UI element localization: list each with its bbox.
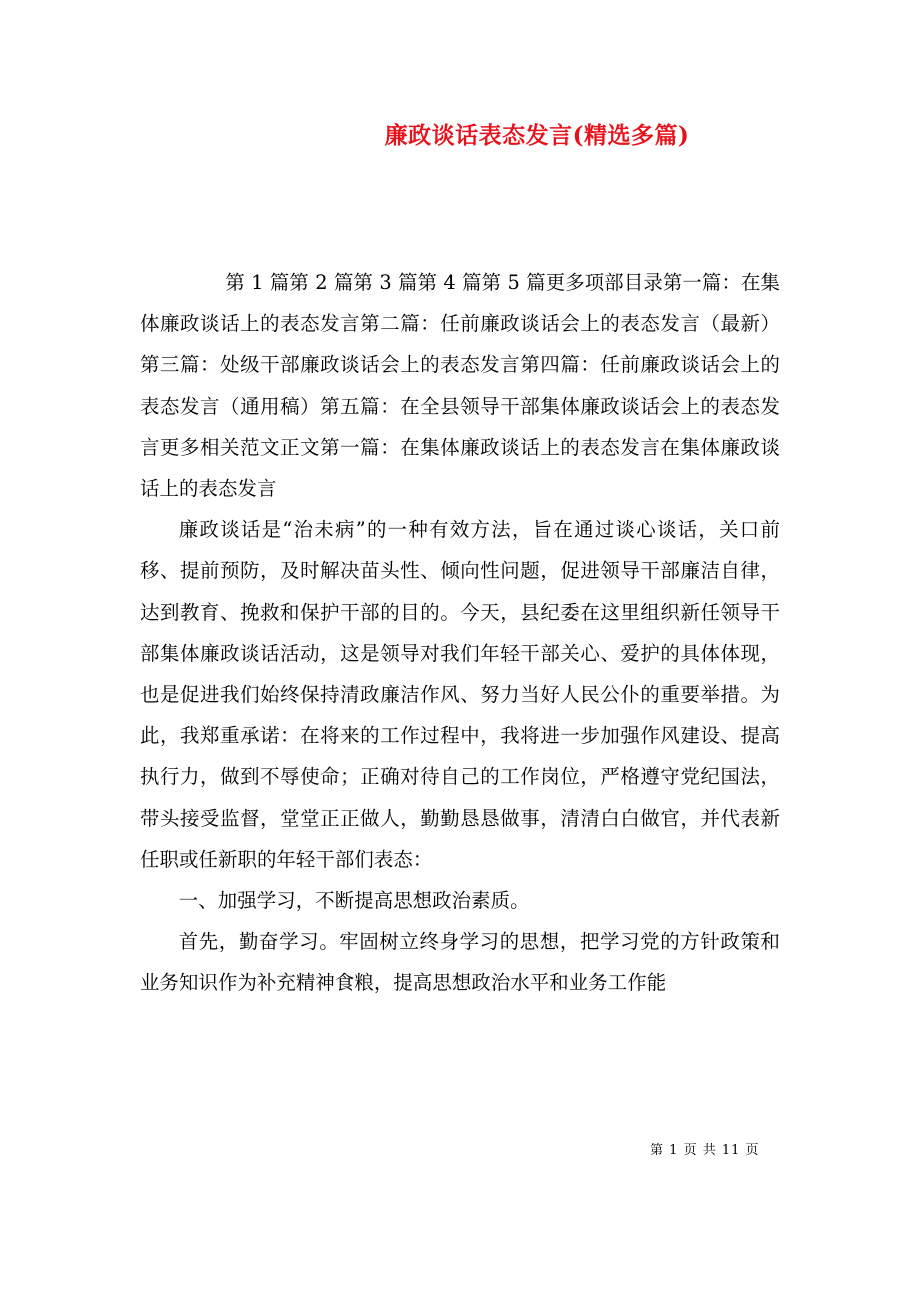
page-total: 11 [721,1143,741,1158]
document-body [140,262,780,1004]
table-of-contents-paragraph: 第 1 篇第 2 篇第 3 篇第 4 篇第 5 篇更多项部目录第一篇：在集体廉政谈话上的表态发言第二篇：任前廉政谈话会上的表态发言（最新）第三篇：处级干部廉政谈话会上的表态发言第四篇：任前廉政谈话会上的表态发言（通用稿）第五篇：在全县领导干部集体廉政谈话会上的表态发言更多相关范文正文第一篇：在集体廉政谈话上的表态发言在集体廉政谈话上的表态发言 [140,271,780,501]
body-paragraph: 廉政谈话是“治未病”的一种有效方法，旨在通过谈心谈话，关口前移、提前预防，及时解决苗头性、倾向性问题，促进领导干部廉洁自律，达到教育、挽救和保护干部的目的。今天，县纪委在这里组织新任领导干部集体廉政谈话活动，这是领导对我们年轻干部关心、爱护的具体体现，也是促进我们始终保持清政廉洁作风、努力当好人民公仆的重要举措。为此，我郑重承诺：在将来的工作过程中，我将进一步加强作风建设、提高执行力，做到不辱使命；正确对待自己的工作岗位，严格遵守党纪国法，带头接受监督，堂堂正正做人，勤勤恳恳做事，清清白白做官，并代表新任职或任新职的年轻干部们表态： [140,518,780,871]
page-current: 1 [669,1143,679,1158]
document-title: 廉政谈话表态发言(精选多篇) [384,122,690,149]
page-number-footer [650,1141,790,1161]
page-label-middle: 页 共 [683,1143,717,1158]
section-heading-paragraph: 一、加强学习，不断提高思想政治素质。 [178,889,530,913]
body-paragraph: 首先，勤奋学习。牢固树立终身学习的思想，把学习党的方针政策和业务知识作为补充精神食粮，提高思想政治水平和业务工作能 [140,930,780,995]
page-label-prefix: 第 [650,1143,665,1158]
page-label-suffix: 页 [745,1143,760,1158]
